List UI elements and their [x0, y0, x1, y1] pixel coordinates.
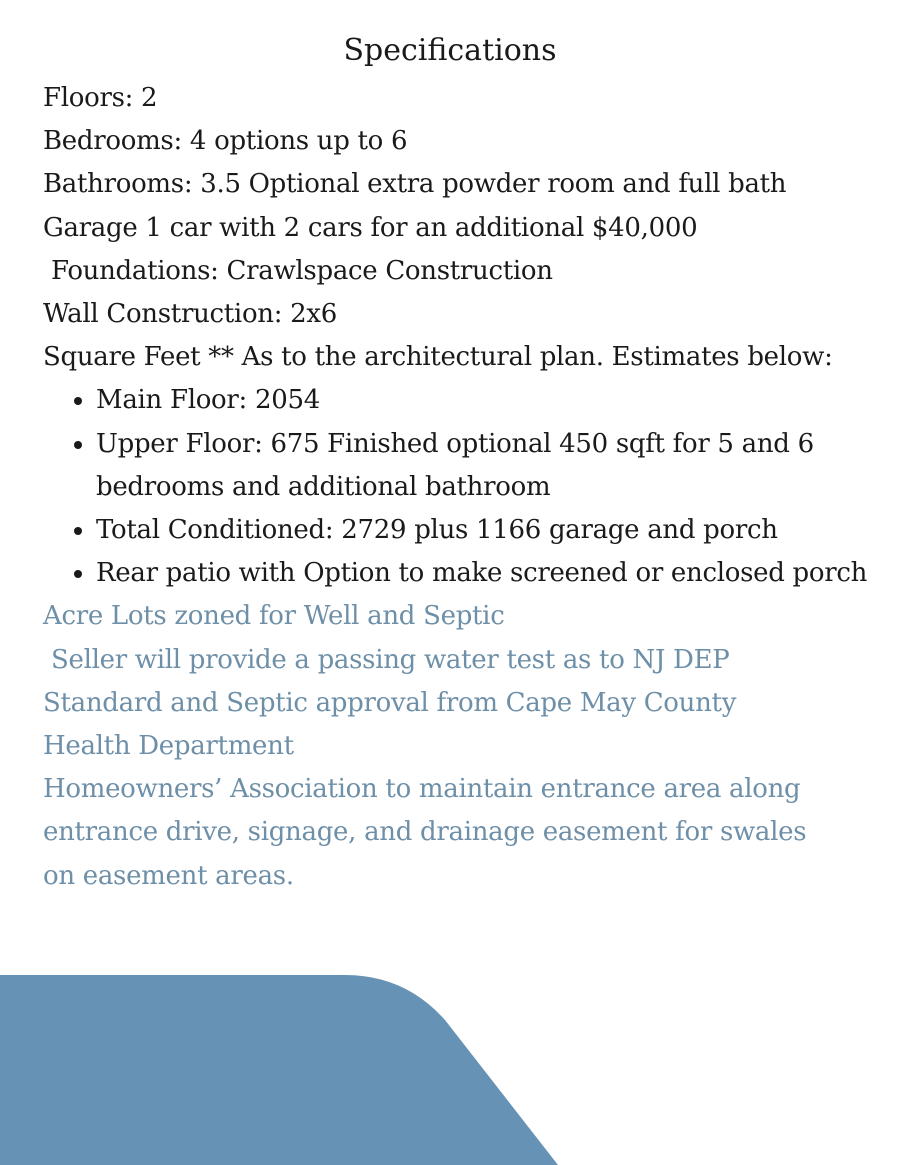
spec-square-feet: Square Feet ** As to the architectural plan. Estimates below: — [43, 342, 833, 373]
note-water-test-line-1: Seller will provide a passing water test as to NJ DEP — [51, 644, 730, 675]
spec-floors: Floors: 2 — [43, 83, 158, 113]
spec-foundations: Foundations: Crawlspace Construction — [51, 255, 553, 286]
note-acre-lots: Acre Lots zoned for Well and Septic — [43, 601, 505, 632]
page-title: Specifications — [343, 33, 557, 68]
note-hoa-line-2: entrance drive, signage, and drainage easement for swales — [43, 817, 807, 848]
spec-bathrooms: Bathrooms: 3.5 Optional extra powder room and full bath — [43, 169, 787, 200]
list-item: Upper Floor: 675 Finished optional 450 sqft for 5 and 6 bedrooms and additional bathroom — [43, 423, 883, 509]
list-item: Main Floor: 2054 — [43, 379, 883, 422]
specifications-body — [43, 77, 883, 898]
note-water-test-line-3: Health Department — [43, 731, 294, 762]
square-feet-estimates-list — [43, 379, 883, 595]
list-item: Total Conditioned: 2729 plus 1166 garage and porch — [43, 509, 883, 552]
note-hoa-line-1: Homeowners’ Association to maintain entrance area along — [43, 774, 801, 805]
decorative-blue-shape — [0, 975, 900, 1165]
decorative-blue-shape-fill — [0, 975, 558, 1165]
note-water-test-line-2: Standard and Septic approval from Cape May County — [43, 687, 737, 718]
spec-bedrooms: Bedrooms: 4 options up to 6 — [43, 126, 408, 157]
spec-wall-construction: Wall Construction: 2x6 — [43, 299, 338, 330]
list-item: Rear patio with Option to make screened or enclosed porch — [43, 552, 883, 595]
spec-garage: Garage 1 car with 2 cars for an additional $40,000 — [43, 212, 698, 243]
note-hoa-line-3: on easement areas. — [43, 860, 294, 891]
